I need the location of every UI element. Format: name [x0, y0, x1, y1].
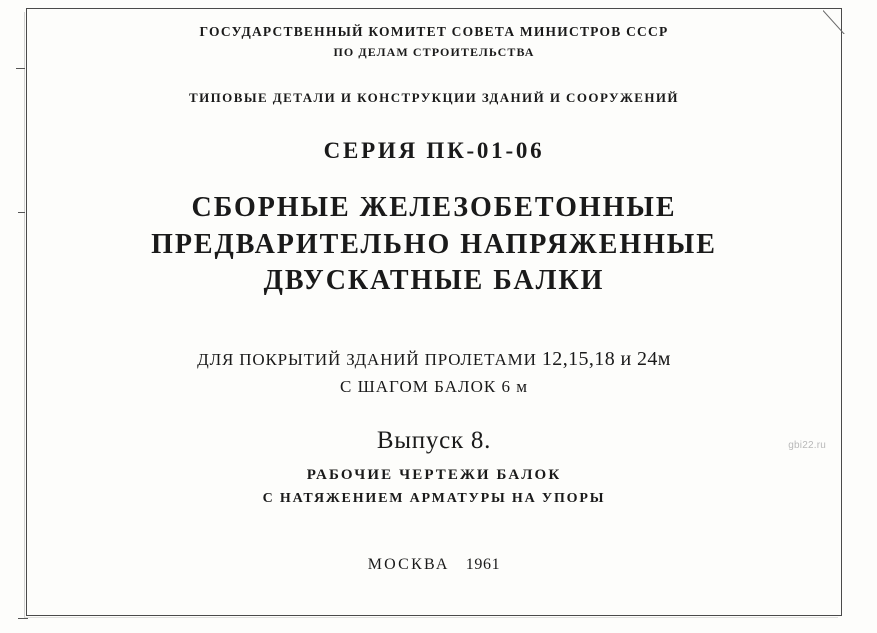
- subject-line: ТИПОВЫЕ ДЕТАЛИ И КОНСТРУКЦИИ ЗДАНИЙ И СООРУЖЕНИЙ: [189, 90, 679, 105]
- title-line-1: СБОРНЫЕ ЖЕЛЕЗОБЕТОННЫЕ: [191, 192, 677, 223]
- organization-line-1: ГОСУДАРСТВЕННЫЙ КОМИТЕТ СОВЕТА МИНИСТРОВ СССР: [199, 24, 669, 39]
- organization-line-2: ПО ДЕЛАМ СТРОИТЕЛЬСТВА: [333, 45, 535, 59]
- title-page-content: [26, 8, 842, 616]
- margin-tick-mark: [18, 212, 25, 213]
- usage-line-2: С ШАГОМ БАЛОК 6 м: [339, 377, 529, 397]
- issue-subtitle-2: С НАТЯЖЕНИЕМ АРМАТУРЫ НА УПОРЫ: [262, 491, 606, 507]
- usage-prefix: ДЛЯ ПОКРЫТИЙ ЗДАНИЙ ПРОЛЕТАМИ: [197, 350, 537, 370]
- document-title: [26, 190, 842, 300]
- margin-tick-mark: [16, 68, 25, 69]
- watermark-label: gbi22.ru: [788, 440, 826, 451]
- title-line-3: ДВУСКАТНЫЕ БАЛКИ: [263, 265, 605, 297]
- margin-tick-mark: [18, 618, 28, 619]
- imprint: [26, 556, 842, 574]
- usage-line-1: [26, 348, 842, 371]
- series-designation: СЕРИЯ ПК-01-06: [323, 138, 545, 163]
- imprint-city: МОСКВА: [367, 556, 450, 573]
- issue-number: Выпуск 8.: [376, 427, 492, 455]
- title-line-2: ПРЕДВАРИТЕЛЬНО НАПРЯЖЕННЫЕ: [151, 228, 717, 260]
- issue-subtitle-1: РАБОЧИЕ ЧЕРТЕЖИ БАЛОК: [306, 467, 562, 484]
- usage-spans: 12,15,18 и 24м: [541, 348, 671, 371]
- imprint-year: 1961: [465, 556, 501, 573]
